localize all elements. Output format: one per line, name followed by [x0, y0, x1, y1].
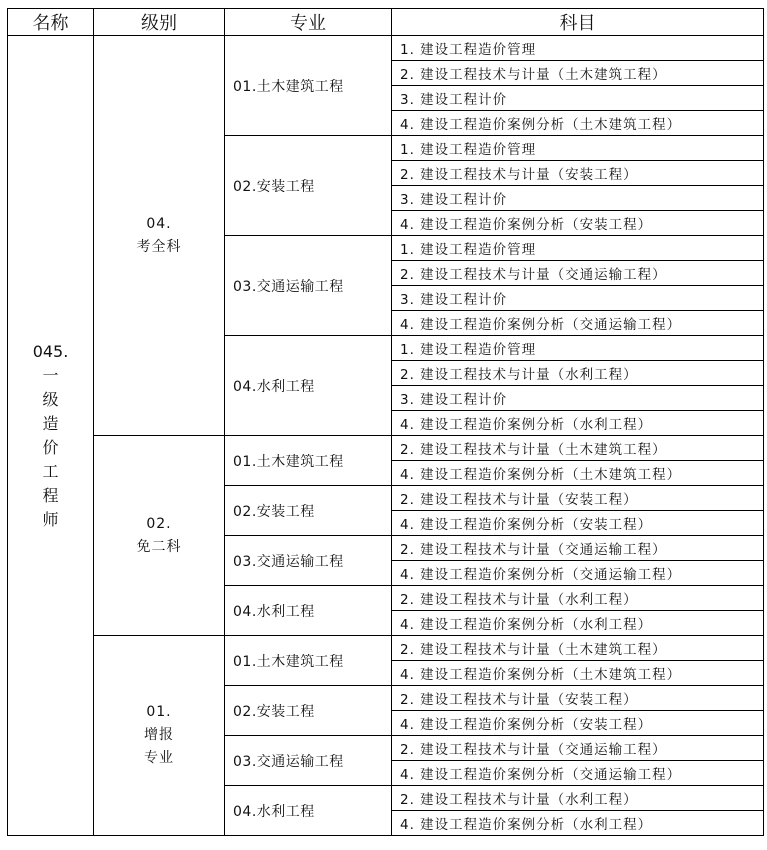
major-cell: 01.土木建筑工程	[225, 36, 392, 136]
subject-cell: 4. 建设工程造价案例分析（交通运输工程）	[392, 761, 764, 786]
level-label: 增报 专业	[144, 727, 174, 766]
subject-cell: 1. 建设工程造价管理	[392, 36, 764, 61]
subject-cell: 2. 建设工程技术与计量（交通运输工程）	[392, 536, 764, 561]
level-label: 免二科	[136, 538, 182, 555]
major-cell: 03.交通运输工程	[225, 736, 392, 786]
subject-cell: 2. 建设工程技术与计量（水利工程）	[392, 786, 764, 811]
subject-cell: 2. 建设工程技术与计量（交通运输工程）	[392, 736, 764, 761]
subject-cell: 2. 建设工程技术与计量（安装工程）	[392, 486, 764, 511]
subject-cell: 4. 建设工程造价案例分析（安装工程）	[392, 211, 764, 236]
subject-cell: 1. 建设工程造价管理	[392, 136, 764, 161]
subject-cell: 4. 建设工程造价案例分析（水利工程）	[392, 411, 764, 436]
major-cell: 04.水利工程	[225, 586, 392, 636]
subject-cell: 4. 建设工程造价案例分析（土木建筑工程）	[392, 111, 764, 136]
major-cell: 03.交通运输工程	[225, 236, 392, 336]
subject-cell: 4. 建设工程造价案例分析（安装工程）	[392, 511, 764, 536]
exam-subject-table	[7, 8, 764, 836]
subject-cell: 4. 建设工程造价案例分析（交通运输工程）	[392, 561, 764, 586]
subject-cell: 4. 建设工程造价案例分析（安装工程）	[392, 711, 764, 736]
subject-cell: 2. 建设工程技术与计量（水利工程）	[392, 361, 764, 386]
subject-cell: 2. 建设工程技术与计量（安装工程）	[392, 686, 764, 711]
subject-cell: 1. 建设工程造价管理	[392, 236, 764, 261]
header-row	[8, 9, 764, 36]
table-row	[8, 36, 764, 61]
subject-cell: 3. 建设工程计价	[392, 386, 764, 411]
subject-cell: 2. 建设工程技术与计量（安装工程）	[392, 161, 764, 186]
table-body	[8, 36, 764, 836]
level-label: 考全科	[136, 238, 182, 255]
subject-cell: 2. 建设工程技术与计量（土木建筑工程）	[392, 436, 764, 461]
level-code: 04.	[146, 215, 172, 232]
subject-cell: 2. 建设工程技术与计量（交通运输工程）	[392, 261, 764, 286]
major-cell: 02.安装工程	[225, 686, 392, 736]
level-code: 01.	[146, 704, 172, 720]
header-level: 级别	[94, 9, 225, 36]
level-code: 02.	[146, 515, 172, 532]
qualification-name-cell	[8, 36, 94, 836]
subject-cell: 4. 建设工程造价案例分析（土木建筑工程）	[392, 661, 764, 686]
major-cell: 01.土木建筑工程	[225, 636, 392, 686]
level-cell	[94, 36, 225, 436]
major-cell: 04.水利工程	[225, 336, 392, 436]
table-row	[8, 436, 764, 461]
subject-cell: 2. 建设工程技术与计量（水利工程）	[392, 586, 764, 611]
subject-cell: 4. 建设工程造价案例分析（水利工程）	[392, 811, 764, 836]
header-name: 名称	[8, 9, 94, 36]
subject-cell: 4. 建设工程造价案例分析（水利工程）	[392, 611, 764, 636]
subject-cell: 3. 建设工程计价	[392, 86, 764, 111]
subject-cell: 1. 建设工程造价管理	[392, 336, 764, 361]
major-cell: 02.安装工程	[225, 486, 392, 536]
subject-cell: 2. 建设工程技术与计量（土木建筑工程）	[392, 636, 764, 661]
header-major: 专业	[225, 9, 392, 36]
header-subject: 科目	[392, 9, 764, 36]
table-row	[8, 636, 764, 661]
subject-cell: 3. 建设工程计价	[392, 186, 764, 211]
major-cell: 02.安装工程	[225, 136, 392, 236]
subject-cell: 3. 建设工程计价	[392, 286, 764, 311]
level-cell	[94, 636, 225, 836]
qualification-code: 045.	[32, 341, 69, 361]
subject-cell: 4. 建设工程造价案例分析（交通运输工程）	[392, 311, 764, 336]
subject-cell: 2. 建设工程技术与计量（土木建筑工程）	[392, 61, 764, 86]
major-cell: 03.交通运输工程	[225, 536, 392, 586]
major-cell: 04.水利工程	[225, 786, 392, 836]
qualification-title: 一 级 造 价 工 程 师	[42, 365, 59, 529]
subject-cell: 4. 建设工程造价案例分析（土木建筑工程）	[392, 461, 764, 486]
major-cell: 01.土木建筑工程	[225, 436, 392, 486]
level-cell	[94, 436, 225, 636]
